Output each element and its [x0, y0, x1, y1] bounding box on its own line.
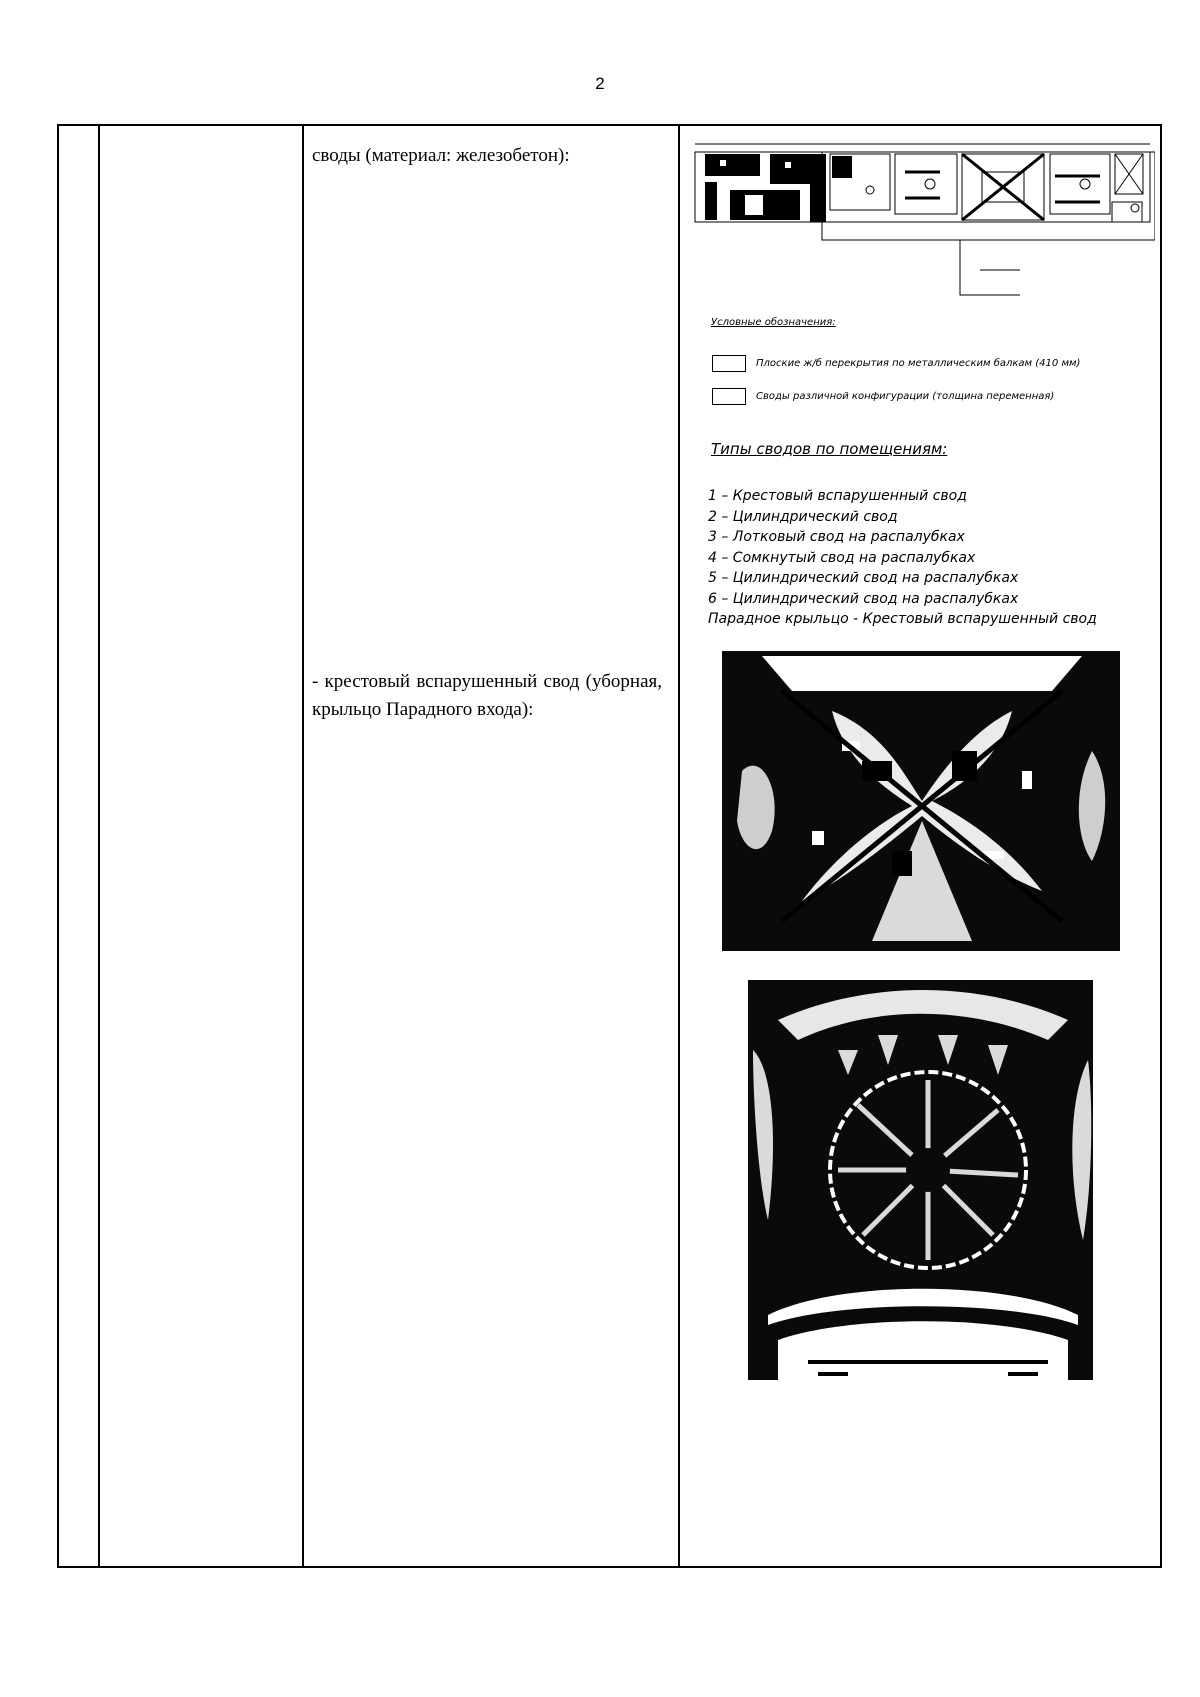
vault-types-title: Типы сводов по помещениям: [711, 440, 948, 458]
vault-type-item: 1 – Крестовый вспарушенный свод [708, 488, 967, 504]
cross-vault-photo [722, 651, 1120, 951]
column-divider-1 [98, 126, 100, 1566]
page-number: 2 [595, 74, 605, 93]
vault-type-item: 5 – Цилиндрический свод на распалубках [708, 570, 1019, 586]
vault-type-item: 3 – Лотковый свод на распалубках [708, 529, 965, 545]
column-divider-2 [302, 126, 304, 1566]
vault-type-item: Парадное крыльцо - Крестовый вспарушенный свод [708, 611, 1097, 627]
legend-item-flat: Плоские ж/б перекрытия по металлическим балкам (410 мм) [756, 358, 1081, 369]
column-divider-3 [678, 126, 680, 1566]
vaults-heading: своды (материал: железобетон): [312, 145, 570, 166]
vault-type-item: 2 – Цилиндрический свод [708, 508, 898, 525]
floor-plan-drawing [690, 140, 1155, 300]
vault-type-item: 4 – Сомкнутый свод на распалубках [708, 549, 976, 566]
cross-vault-item: - крестовый вспарушенный свод (уборная, крыльцо Парадного входа): [312, 671, 662, 720]
dome-vault-photo [748, 980, 1093, 1415]
vault-type-item: 6 – Цилиндрический свод на распалубках [708, 590, 1019, 607]
legend-title: Условные обозначения: [711, 317, 836, 328]
legend-item-vaults: Своды различной конфигурации (толщина переменная) [756, 391, 1055, 402]
